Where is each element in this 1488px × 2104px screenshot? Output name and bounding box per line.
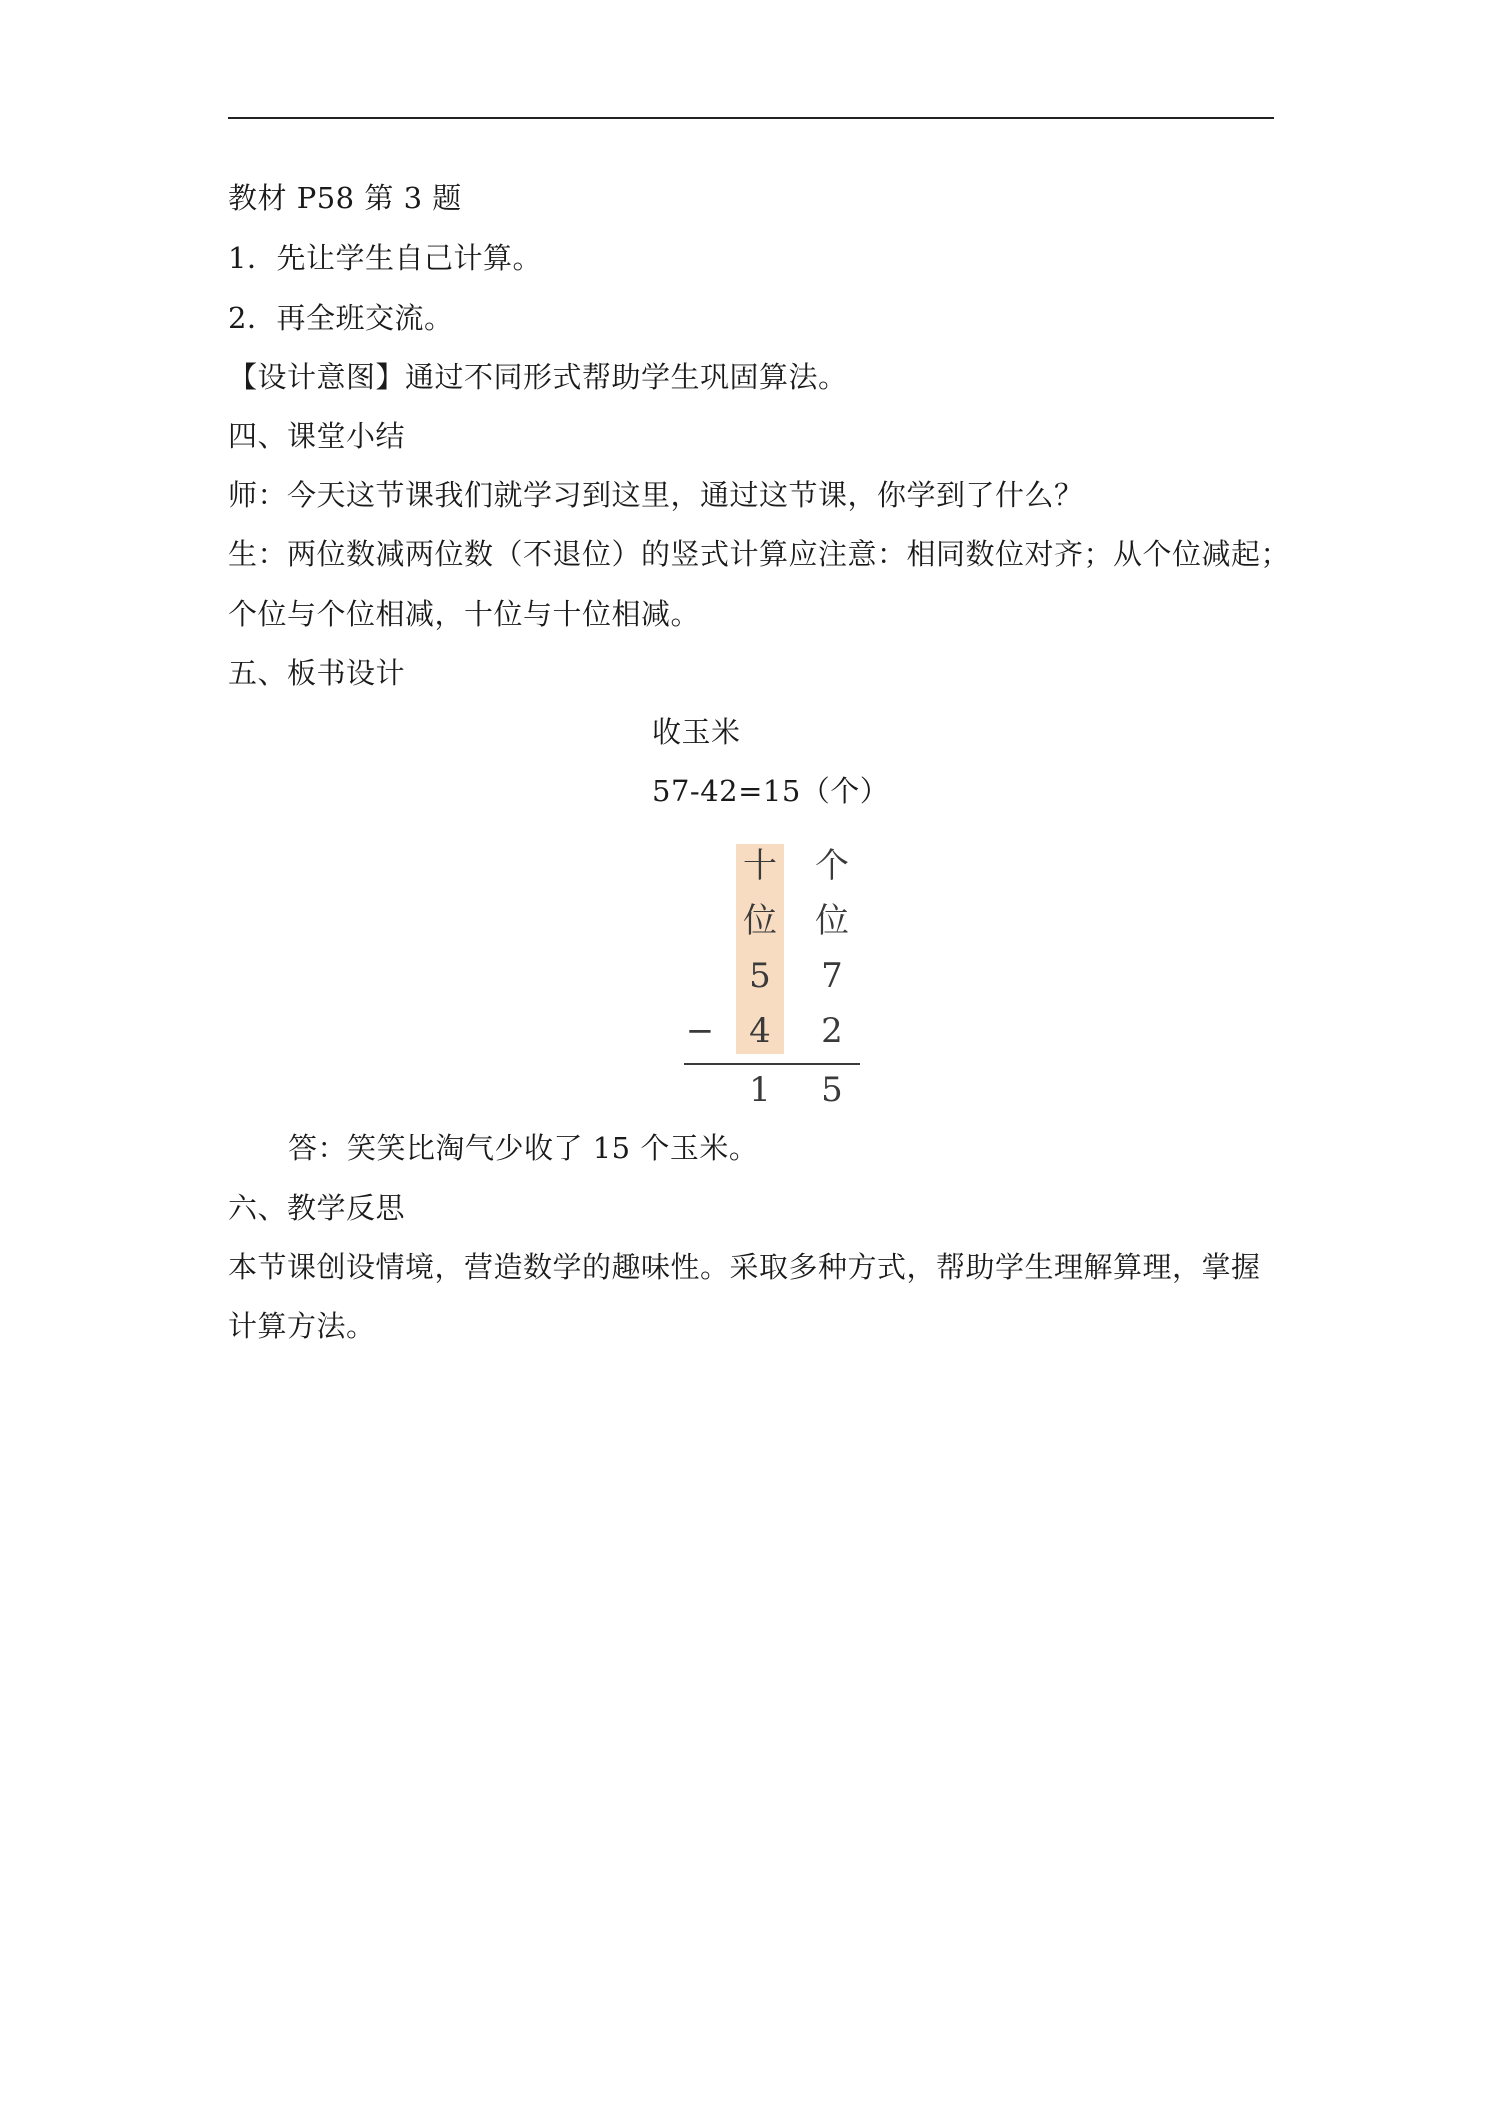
vertical-subtraction [680,844,870,1114]
reflection-text-continued: 计算方法。 [228,1309,376,1343]
header-rule [228,117,1274,119]
minuend-tens-digit: 5 [749,956,771,996]
result-tens-digit: 1 [749,1070,771,1110]
tens-header-char-2: 位 [743,901,777,941]
answer-sentence: 答：笑笑比淘气少收了 15 个玉米。 [288,1131,759,1165]
section-heading-reflection: 六、教学反思 [228,1191,406,1225]
result-ones-digit: 5 [821,1070,843,1110]
reflection-text: 本节课创设情境，营造数学的趣味性。采取多种方式，帮助学生理解算理，掌握 [228,1250,1261,1284]
minus-sign: − [685,1011,715,1051]
subtrahend-ones-digit: 2 [821,1011,843,1051]
exercise-reference: 教材 P58 第 3 题 [228,181,462,215]
student-answer: 生：两位数减两位数（不退位）的竖式计算应注意：相同数位对齐；从个位减起； [228,537,1291,571]
ones-header-char-1: 个 [815,846,849,886]
section-heading-summary: 四、课堂小结 [228,419,406,453]
result-rule [684,1063,860,1065]
section-heading-board: 五、板书设计 [228,656,406,690]
subtrahend-tens-digit: 4 [749,1011,771,1051]
board-equation: 57-42=15（个） [652,774,890,808]
step-1: 1．先让学生自己计算。 [228,241,542,275]
step-2: 2．再全班交流。 [228,301,454,335]
teacher-question: 师：今天这节课我们就学习到这里，通过这节课，你学到了什么？ [228,478,1084,512]
student-answer-continued: 个位与个位相减，十位与十位相减。 [228,597,701,631]
minuend-ones-digit: 7 [821,956,843,996]
ones-header-char-2: 位 [815,901,849,941]
design-intent: 【设计意图】通过不同形式帮助学生巩固算法。 [228,360,848,394]
tens-header-char-1: 十 [743,846,777,886]
board-title: 收玉米 [652,715,741,749]
